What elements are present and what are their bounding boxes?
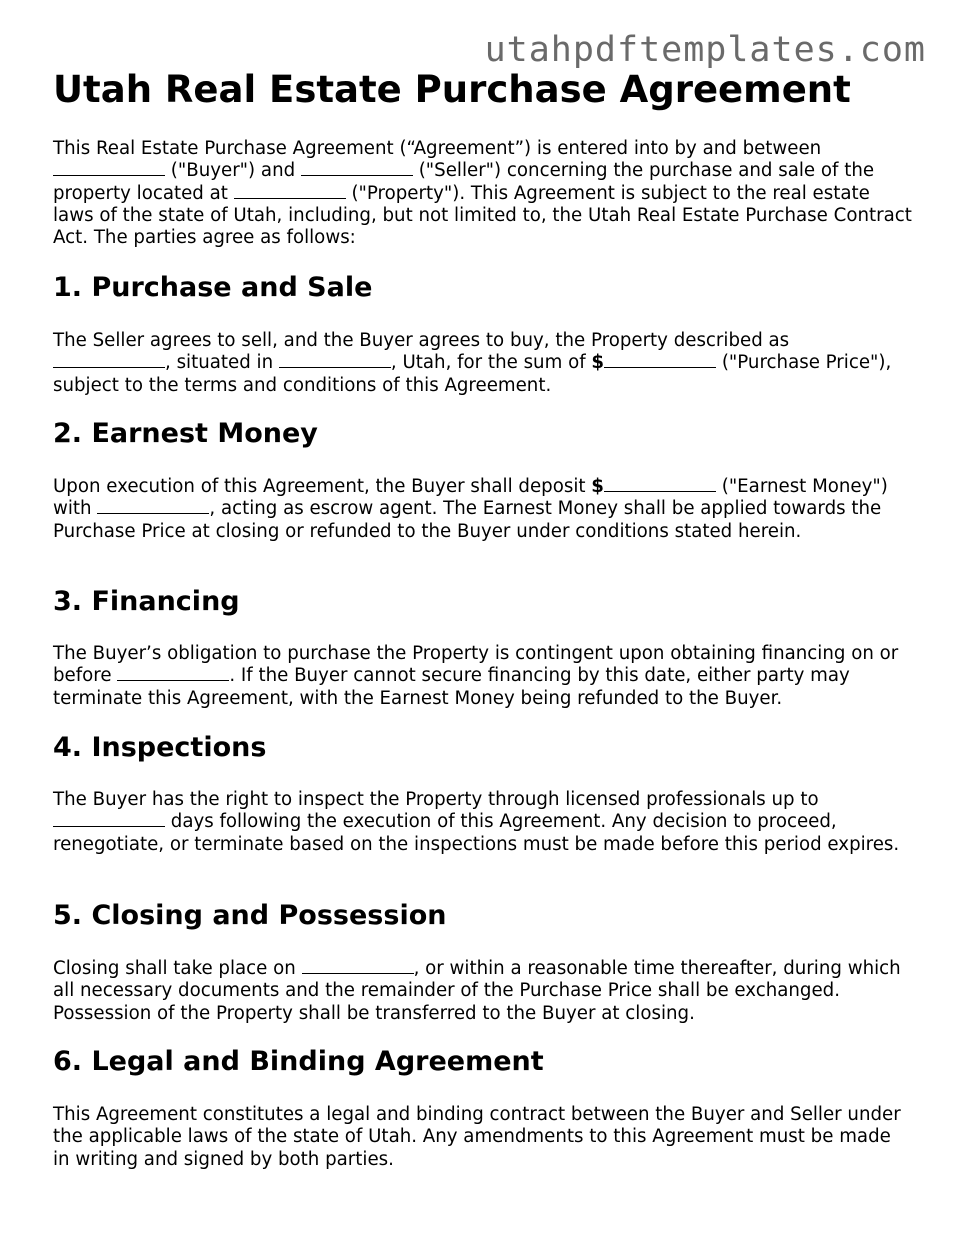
property-city-blank[interactable] [279, 366, 391, 368]
section-heading-legal-binding: 6. Legal and Binding Agreement [53, 1046, 544, 1077]
buyer-name-blank[interactable] [53, 174, 165, 176]
section-body-earnest-money: Upon execution of this Agreement, the Buyer shall deposit $ ("Earnest Money") with , acting as escrow agent. The Earnest Money shall be applied towards the Purchase Price at closing or refunded to the Buyer under conditions stated herein. [53, 476, 888, 542]
section-body-financing: The Buyer’s obligation to purchase the Property is contingent upon obtaining financing on or before . If the Buyer cannot secure financing by this date, either party may terminate this Agreement, with the Earnest Money being refunded to the Buyer. [53, 643, 899, 709]
financing-deadline-blank[interactable] [117, 679, 229, 681]
intro-paragraph: This Real Estate Purchase Agreement (“Agreement”) is entered into by and between ("Buyer") and ("Seller") concerning the purchase and sale of the property located at ("Property"). This Agreement is subject to the real estate laws of the state of Utah, including, but not limited to, the Utah Real Estate Purchase Contract Act. The parties agree as follows: [53, 138, 912, 249]
section-body-legal-binding: This Agreement constitutes a legal and binding contract between the Buyer and Seller under the applicable laws of the state of Utah. Any amendments to this Agreement must be made in writing and signed by both parties. [53, 1104, 901, 1170]
section-heading-financing: 3. Financing [53, 586, 240, 617]
section-heading-closing-possession: 5. Closing and Possession [53, 900, 447, 931]
section-heading-inspections: 4. Inspections [53, 732, 267, 763]
property-description-blank[interactable] [53, 366, 165, 368]
property-address-blank[interactable] [234, 197, 346, 199]
seller-name-blank[interactable] [301, 174, 413, 176]
section-heading-purchase-sale: 1. Purchase and Sale [53, 272, 373, 303]
purchase-price-blank[interactable] [604, 366, 716, 368]
document-title: Utah Real Estate Purchase Agreement [53, 68, 851, 111]
site-watermark: utahpdftemplates.com [484, 30, 926, 70]
inspection-days-blank[interactable] [53, 825, 165, 827]
section-body-purchase-sale: The Seller agrees to sell, and the Buyer agrees to buy, the Property described as , situated in , Utah, for the sum of $ ("Purchase Price"), subject to the terms and conditions of this Agreement. [53, 330, 892, 396]
section-body-closing-possession: Closing shall take place on , or within a reasonable time thereafter, during which all necessary documents and the remainder of the Purchase Price shall be exchanged. Possession of the Property shall be transferred to the Buyer at closing. [53, 958, 901, 1024]
section-body-inspections: The Buyer has the right to inspect the Property through licensed professionals up to days following the execution of this Agreement. Any decision to proceed, renegotiate, or terminate based on the inspections must be made before this period expires. [53, 789, 900, 855]
closing-date-blank[interactable] [302, 972, 414, 974]
escrow-agent-blank[interactable] [97, 512, 209, 514]
earnest-money-amount-blank[interactable] [604, 490, 716, 492]
section-heading-earnest-money: 2. Earnest Money [53, 418, 318, 449]
